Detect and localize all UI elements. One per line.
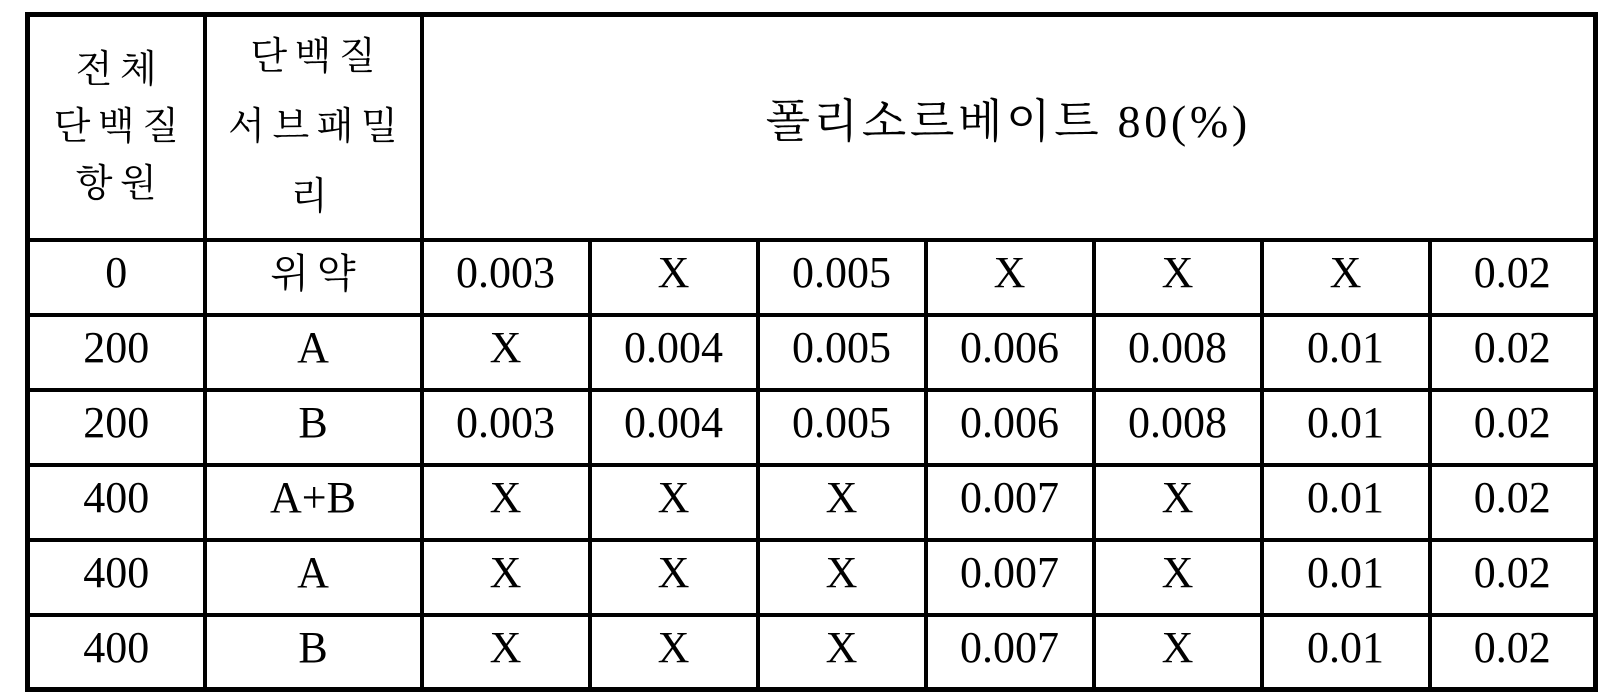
value-cell: X [590, 465, 758, 540]
value-cell: X [422, 540, 590, 615]
value-cell: X [1094, 240, 1262, 315]
value-cell: X [758, 615, 926, 690]
subfamily-cell: A [205, 540, 422, 615]
value-cell: 0.006 [926, 315, 1094, 390]
value-cell: 0.003 [422, 390, 590, 465]
antigen-cell: 200 [28, 315, 205, 390]
value-cell: 0.005 [758, 315, 926, 390]
value-cell: 0.006 [926, 390, 1094, 465]
antigen-cell: 0 [28, 240, 205, 315]
subfamily-cell: B [205, 615, 422, 690]
value-cell: 0.01 [1262, 465, 1430, 540]
header-line: 항원 [75, 162, 165, 205]
value-cell: X [590, 540, 758, 615]
subfamily-cell: 위약 [205, 240, 422, 315]
table-row [28, 390, 1596, 465]
value-cell: 0.01 [1262, 390, 1430, 465]
value-cell: X [758, 465, 926, 540]
table-row [28, 240, 1596, 315]
value-cell: 0.01 [1262, 615, 1430, 690]
antigen-cell: 400 [28, 540, 205, 615]
value-cell: 0.005 [758, 390, 926, 465]
subfamily-cell: B [205, 390, 422, 465]
header-polysorbate-80: 폴리소르베이트 80(%) [422, 15, 1596, 240]
value-cell: X [422, 315, 590, 390]
value-cell: X [1094, 615, 1262, 690]
value-cell: 0.003 [422, 240, 590, 315]
table-row [28, 315, 1596, 390]
header-line: 단백질 [53, 105, 187, 148]
value-cell: 0.02 [1430, 465, 1596, 540]
value-cell: 0.02 [1430, 615, 1596, 690]
value-cell: X [1094, 465, 1262, 540]
value-cell: 0.02 [1430, 315, 1596, 390]
header-line: 단백질 [250, 35, 384, 78]
value-cell: 0.005 [758, 240, 926, 315]
polysorbate-table [25, 12, 1598, 692]
value-cell: X [758, 540, 926, 615]
subfamily-cell: A+B [205, 465, 422, 540]
value-cell: X [590, 615, 758, 690]
value-cell: 0.008 [1094, 390, 1262, 465]
value-cell: X [422, 615, 590, 690]
antigen-cell: 400 [28, 465, 205, 540]
header-row [28, 15, 1596, 240]
table-row [28, 615, 1596, 690]
value-cell: 0.007 [926, 540, 1094, 615]
value-cell: X [1262, 240, 1430, 315]
value-cell: 0.004 [590, 315, 758, 390]
header-total-protein-antigen [28, 15, 205, 240]
value-cell: X [1094, 540, 1262, 615]
value-cell: 0.004 [590, 390, 758, 465]
value-cell: X [590, 240, 758, 315]
table-row [28, 540, 1596, 615]
value-cell: X [422, 465, 590, 540]
header-line: 전체 [75, 48, 165, 91]
antigen-cell: 200 [28, 390, 205, 465]
value-cell: 0.02 [1430, 390, 1596, 465]
subfamily-cell: A [205, 315, 422, 390]
value-cell: 0.01 [1262, 315, 1430, 390]
value-cell: 0.007 [926, 465, 1094, 540]
header-protein-subfamily [205, 15, 422, 240]
table-row [28, 465, 1596, 540]
antigen-cell: 400 [28, 615, 205, 690]
value-cell: 0.008 [1094, 315, 1262, 390]
value-cell: 0.02 [1430, 240, 1596, 315]
value-cell: X [926, 240, 1094, 315]
value-cell: 0.01 [1262, 540, 1430, 615]
value-cell: 0.007 [926, 615, 1094, 690]
header-line: 서브패밀리 [228, 106, 406, 219]
value-cell: 0.02 [1430, 540, 1596, 615]
